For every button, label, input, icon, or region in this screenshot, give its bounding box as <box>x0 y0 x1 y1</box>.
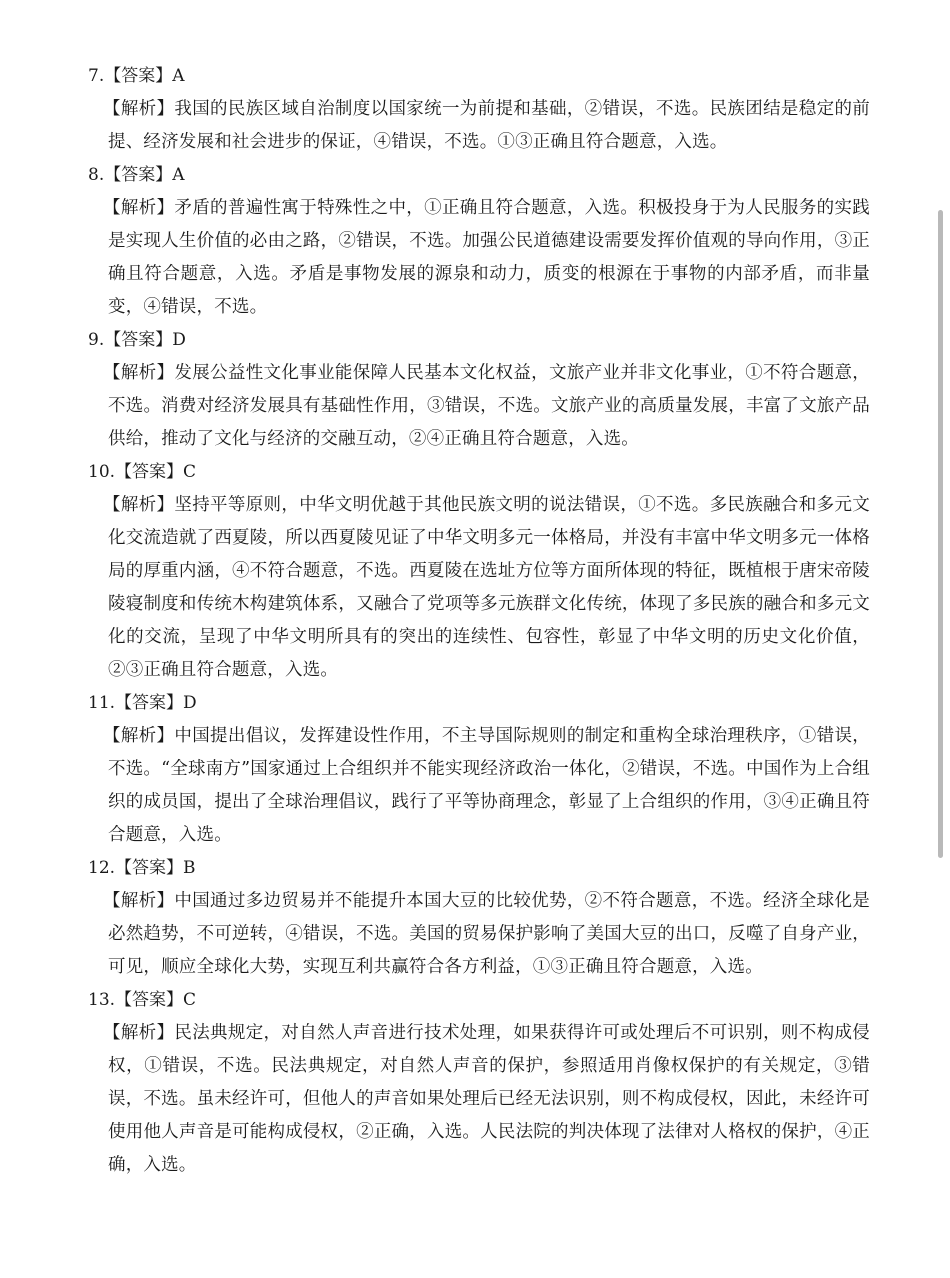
question-8 <box>88 159 870 324</box>
scrollbar[interactable] <box>938 0 944 1278</box>
answer-text: 【答案】A <box>104 165 185 185</box>
question-number: 10. <box>88 462 116 482</box>
question-11 <box>88 687 870 852</box>
answer-line <box>88 687 870 720</box>
explanation-text: 【解析】发展公益性文化事业能保障人民基本文化权益，文旅产业并非文化事业，①不符合题意，不选。消费对经济发展具有基础性作用，③错误，不选。文旅产业的高质量发展，丰富了文旅产品供给，推动了文化与经济的交融互动，②④正确且符合题意，入选。 <box>103 363 870 449</box>
answer-line <box>88 60 870 93</box>
answer-text: 【答案】C <box>115 462 197 482</box>
explanation-text: 【解析】坚持平等原则，中华文明优越于其他民族文明的说法错误，①不选。多民族融合和多元文化交流造就了西夏陵，所以西夏陵见证了中华文明多元一体格局，并没有丰富中华文明多元一体格局的厚重内涵，④不符合题意，不选。西夏陵在选址方位等方面所体现的特征，既植根于唐宋帝陵陵寝制度和传统木构建筑体系，又融合了党项等多元族群文化传统，体现了多民族的融合和多元文化的交流，呈现了中华文明所具有的突出的连续性、包容性，彰显了中华文明的历史文化价值，②③正确且符合题意，入选。 <box>103 495 870 680</box>
question-number: 7. <box>88 66 105 86</box>
explanation-text: 【解析】民法典规定，对自然人声音进行技术处理，如果获得许可或处理后不可识别，则不构成侵权，①错误，不选。民法典规定，对自然人声音的保护，参照适用肖像权保护的有关规定，③错误，不选。虽未经许可，但他人的声音如果处理后已经无法识别，则不构成侵权，因此，未经许可使用他人声音是可能构成侵权，②正确，入选。人民法院的判决体现了法律对人格权的保护，④正确，入选。 <box>103 1023 870 1175</box>
question-number: 13. <box>88 990 116 1010</box>
answer-text: 【答案】A <box>104 66 185 86</box>
answer-line <box>88 324 870 357</box>
answer-text: 【答案】D <box>115 693 197 713</box>
question-12 <box>88 852 870 984</box>
question-number: 8. <box>88 165 105 185</box>
explanation-text: 【解析】我国的民族区域自治制度以国家统一为前提和基础，②错误，不选。民族团结是稳定的前提、经济发展和社会进步的保证，④错误，不选。①③正确且符合题意，入选。 <box>103 99 870 152</box>
answer-line <box>88 852 870 885</box>
explanation-text: 【解析】中国通过多边贸易并不能提升本国大豆的比较优势，②不符合题意，不选。经济全球化是必然趋势，不可逆转，④错误，不选。美国的贸易保护影响了美国大豆的出口，反噬了自身产业，可见，顺应全球化大势，实现互利共赢符合各方利益，①③正确且符合题意，入选。 <box>103 891 870 977</box>
question-number: 9. <box>88 330 105 350</box>
answer-text: 【答案】D <box>104 330 186 350</box>
answer-line <box>88 159 870 192</box>
answer-line <box>88 456 870 489</box>
question-10 <box>88 456 870 687</box>
answer-line <box>88 984 870 1017</box>
explanation-text: 【解析】矛盾的普遍性寓于特殊性之中，①正确且符合题意，入选。积极投身于为人民服务的实践是实现人生价值的必由之路，②错误，不选。加强公民道德建设需要发挥价值观的导向作用，③正确且符合题意，入选。矛盾是事物发展的源泉和动力，质变的根源在于事物的内部矛盾，而非量变，④错误，不选。 <box>103 198 870 317</box>
question-13 <box>88 984 870 1182</box>
answer-text: 【答案】C <box>115 990 197 1010</box>
answer-text: 【答案】B <box>115 858 196 878</box>
question-9 <box>88 324 870 456</box>
question-number: 11. <box>88 693 116 713</box>
explanation-text: 【解析】中国提出倡议，发挥建设性作用，不主导国际规则的制定和重构全球治理秩序，①错误，不选。“全球南方”国家通过上合组织并不能实现经济政治一体化，②错误，不选。中国作为上合组织的成员国，提出了全球治理倡议，践行了平等协商理念，彰显了上合组织的作用，③④正确且符合题意，入选。 <box>103 726 870 845</box>
question-7 <box>88 60 870 159</box>
scrollbar-thumb[interactable] <box>938 210 943 858</box>
question-number: 12. <box>88 858 116 878</box>
